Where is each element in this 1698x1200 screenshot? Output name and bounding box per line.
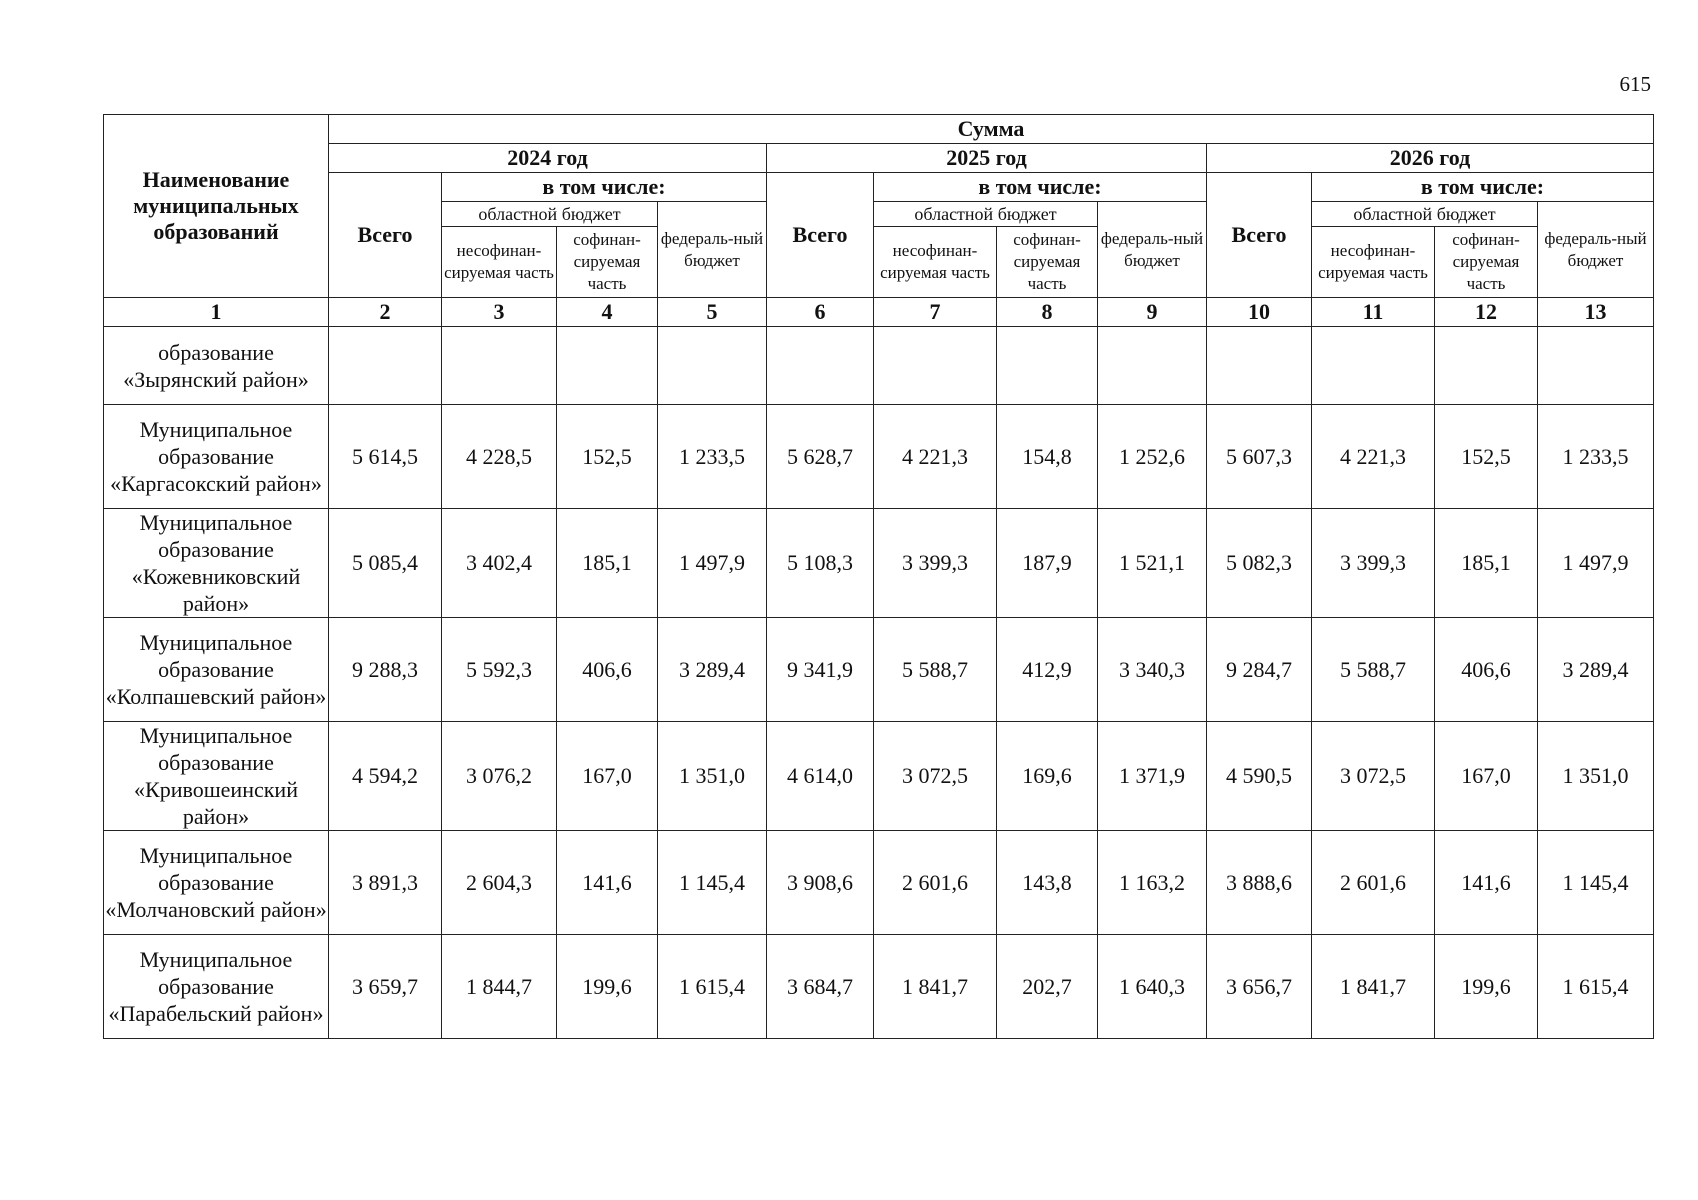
municipality-name: Муниципальное образование «Кожевниковский район» [104,509,329,618]
value-cell: 3 340,3 [1098,618,1207,722]
column-number: 3 [442,298,557,327]
header-cofinanced-2026: софинан-сируемая часть [1435,227,1538,298]
header-noncofinanced-2026: несофинан-сируемая часть [1312,227,1435,298]
value-cell [557,327,658,405]
header-noncofinanced-2024: несофинан-сируемая часть [442,227,557,298]
header-federal-2024: федераль-ный бюджет [658,202,767,298]
value-cell: 5 082,3 [1207,509,1312,618]
table-row [104,509,1654,618]
value-cell [1538,327,1654,405]
value-cell: 4 614,0 [767,722,874,831]
value-cell: 167,0 [1435,722,1538,831]
value-cell [329,327,442,405]
value-cell: 2 604,3 [442,831,557,935]
municipality-name: Муниципальное образование «Каргасокский район» [104,405,329,509]
column-number: 11 [1312,298,1435,327]
value-cell: 9 341,9 [767,618,874,722]
value-cell [874,327,997,405]
value-cell: 412,9 [997,618,1098,722]
table-body [104,327,1654,1039]
value-cell: 1 841,7 [1312,935,1435,1039]
value-cell: 3 399,3 [874,509,997,618]
value-cell: 5 108,3 [767,509,874,618]
header-regional-2026: областной бюджет [1312,202,1538,227]
header-federal-2026: федераль-ный бюджет [1538,202,1654,298]
header-year-2025: 2025 год [767,144,1207,173]
value-cell: 4 221,3 [874,405,997,509]
header-year-2024: 2024 год [329,144,767,173]
value-cell: 3 656,7 [1207,935,1312,1039]
value-cell: 152,5 [1435,405,1538,509]
header-sum: Сумма [329,115,1654,144]
header-total-2026: Всего [1207,173,1312,298]
value-cell: 3 891,3 [329,831,442,935]
header-federal-2025: федераль-ный бюджет [1098,202,1207,298]
table-row [104,722,1654,831]
value-cell: 154,8 [997,405,1098,509]
municipality-name: Муниципальное образование «Парабельский район» [104,935,329,1039]
value-cell: 1 145,4 [1538,831,1654,935]
value-cell: 3 402,4 [442,509,557,618]
header-total-2025: Всего [767,173,874,298]
value-cell: 1 233,5 [1538,405,1654,509]
table-row [104,935,1654,1039]
value-cell: 1 163,2 [1098,831,1207,935]
table-row [104,831,1654,935]
column-number: 8 [997,298,1098,327]
value-cell: 5 607,3 [1207,405,1312,509]
value-cell: 5 588,7 [874,618,997,722]
value-cell: 3 908,6 [767,831,874,935]
value-cell [1098,327,1207,405]
value-cell: 1 233,5 [658,405,767,509]
value-cell: 141,6 [557,831,658,935]
value-cell: 3 072,5 [1312,722,1435,831]
value-cell: 185,1 [1435,509,1538,618]
table-header [104,115,1654,327]
header-year-2026: 2026 год [1207,144,1654,173]
header-cofinanced-2024: софинан-сируемая часть [557,227,658,298]
value-cell: 2 601,6 [1312,831,1435,935]
value-cell: 1 841,7 [874,935,997,1039]
budget-table [103,114,1654,1039]
value-cell: 1 497,9 [1538,509,1654,618]
header-cofinanced-2025: софинан-сируемая часть [997,227,1098,298]
value-cell: 1 351,0 [1538,722,1654,831]
value-cell: 3 684,7 [767,935,874,1039]
value-cell: 1 351,0 [658,722,767,831]
value-cell [658,327,767,405]
value-cell [997,327,1098,405]
value-cell: 1 145,4 [658,831,767,935]
value-cell: 143,8 [997,831,1098,935]
value-cell: 202,7 [997,935,1098,1039]
value-cell: 1 371,9 [1098,722,1207,831]
municipality-name: Муниципальное образование «Колпашевский район» [104,618,329,722]
header-including-2024: в том числе: [442,173,767,202]
municipality-name: образование «Зырянский район» [104,327,329,405]
value-cell: 3 072,5 [874,722,997,831]
column-number: 1 [104,298,329,327]
value-cell: 199,6 [1435,935,1538,1039]
header-including-2025: в том числе: [874,173,1207,202]
column-number: 6 [767,298,874,327]
value-cell: 4 594,2 [329,722,442,831]
page-number: 615 [1619,72,1651,96]
value-cell: 5 614,5 [329,405,442,509]
value-cell [767,327,874,405]
header-name-col: Наименование муниципальных образований [104,115,329,298]
table-row [104,618,1654,722]
value-cell [1312,327,1435,405]
value-cell [1207,327,1312,405]
value-cell: 141,6 [1435,831,1538,935]
table-row [104,327,1654,405]
value-cell: 3 888,6 [1207,831,1312,935]
value-cell: 9 284,7 [1207,618,1312,722]
column-number: 12 [1435,298,1538,327]
value-cell [442,327,557,405]
value-cell: 4 221,3 [1312,405,1435,509]
value-cell: 169,6 [997,722,1098,831]
value-cell: 3 289,4 [1538,618,1654,722]
value-cell: 1 252,6 [1098,405,1207,509]
value-cell: 1 615,4 [1538,935,1654,1039]
header-regional-2025: областной бюджет [874,202,1098,227]
value-cell: 9 288,3 [329,618,442,722]
value-cell: 5 592,3 [442,618,557,722]
value-cell: 199,6 [557,935,658,1039]
column-numbers-row [104,298,1654,327]
value-cell: 1 521,1 [1098,509,1207,618]
value-cell: 5 085,4 [329,509,442,618]
header-including-2026: в том числе: [1312,173,1654,202]
column-number: 9 [1098,298,1207,327]
value-cell: 3 659,7 [329,935,442,1039]
value-cell: 3 076,2 [442,722,557,831]
header-noncofinanced-2025: несофинан-сируемая часть [874,227,997,298]
value-cell: 3 289,4 [658,618,767,722]
value-cell: 4 590,5 [1207,722,1312,831]
header-total-2024: Всего [329,173,442,298]
table-row [104,405,1654,509]
value-cell: 1 497,9 [658,509,767,618]
value-cell: 167,0 [557,722,658,831]
column-number: 5 [658,298,767,327]
value-cell: 406,6 [1435,618,1538,722]
value-cell: 1 615,4 [658,935,767,1039]
municipality-name: Муниципальное образование «Кривошеинский район» [104,722,329,831]
value-cell: 185,1 [557,509,658,618]
value-cell: 5 628,7 [767,405,874,509]
column-number: 13 [1538,298,1654,327]
value-cell: 1 844,7 [442,935,557,1039]
column-number: 10 [1207,298,1312,327]
column-number: 7 [874,298,997,327]
value-cell: 3 399,3 [1312,509,1435,618]
value-cell: 152,5 [557,405,658,509]
value-cell: 4 228,5 [442,405,557,509]
municipality-name: Муниципальное образование «Молчановский район» [104,831,329,935]
value-cell: 406,6 [557,618,658,722]
column-number: 4 [557,298,658,327]
header-regional-2024: областной бюджет [442,202,658,227]
column-number: 2 [329,298,442,327]
value-cell: 2 601,6 [874,831,997,935]
value-cell: 1 640,3 [1098,935,1207,1039]
value-cell [1435,327,1538,405]
value-cell: 5 588,7 [1312,618,1435,722]
value-cell: 187,9 [997,509,1098,618]
